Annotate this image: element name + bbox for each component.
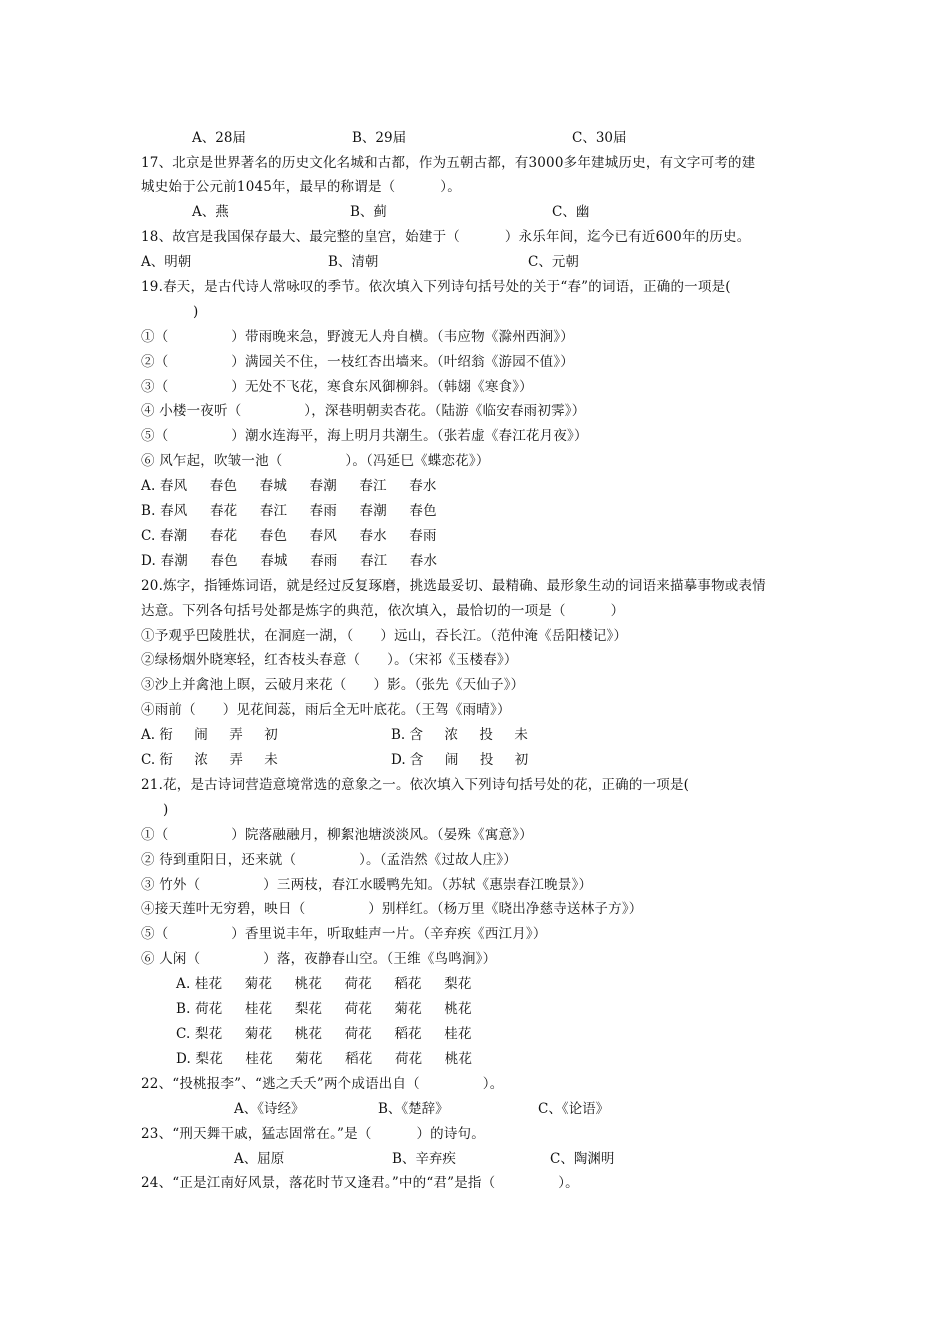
q20-sentence-2: ②绿杨烟外晓寒轻，红杏枝头春意（ ）。（宋祁《玉楼春》） (141, 652, 518, 668)
q19-verse-4: ④ 小楼一夜听（ ），深巷明朝卖杏花。（陆游《临安春雨初霁》） (141, 403, 586, 419)
q23-stem: 23、“刑天舞干戚，猛志固常在。”是（ ）的诗句。 (141, 1126, 485, 1142)
q21-verse-2: ② 待到重阳日，还来就（ ）。（孟浩然《过故人庄》） (141, 852, 517, 868)
q22-option-a: A、《诗经》 (234, 1101, 305, 1117)
q23-option-c: C、陶渊明 (550, 1151, 615, 1167)
q21-verse-1: ①（ ）院落融融月，柳絮池塘淡淡风。（晏殊《寓意》） (141, 827, 533, 843)
q18-option-b: B、清朝 (328, 254, 379, 270)
q18-option-a: A、明朝 (141, 254, 192, 270)
q19-option-c: C. 春潮 春花 春色 春风 春水 春雨 (141, 528, 437, 544)
q20-stem-line-1: 20.炼字，指锤炼词语，就是经过反复琢磨，挑选最妥切、最精确、最形象生动的词语来描摹事物或表情 (141, 578, 766, 594)
q19-option-a: A. 春风 春色 春城 春潮 春江 春水 (141, 478, 437, 494)
q22-option-b: B、《楚辞》 (378, 1101, 449, 1117)
q20-option-c: C. 衔 浓 弄 未 (141, 752, 278, 768)
q24-stem: 24、“正是江南好风景，落花时节又逢君。”中的“君”是指（ ）。 (141, 1175, 579, 1191)
q16-option-c: C、30届 (572, 130, 627, 146)
q19-option-b: B. 春风 春花 春江 春雨 春潮 春色 (141, 503, 437, 519)
q17-stem-line-1: 17、北京是世界著名的历史文化名城和古都，作为五朝古都，有3000多年建城历史，有文字可考的建 (141, 155, 756, 171)
q21-verse-5: ⑤（ ）香里说丰年，听取蛙声一片。（辛弃疾《西江月》） (141, 926, 547, 942)
q21-option-a: A. 桂花 菊花 桃花 荷花 稻花 梨花 (176, 976, 472, 992)
q19-verse-3: ③（ ）无处不飞花，寒食东风御柳斜。（韩翃《寒食》） (141, 379, 533, 395)
q17-option-b: B、蓟 (350, 204, 387, 220)
q22-stem: 22、“投桃报李”、“逃之夭夭”两个成语出自（ ）。 (141, 1076, 504, 1092)
q17-stem-line-2: 城史始于公元前1045年，最早的称谓是（ ）。 (141, 179, 461, 195)
q18-option-c: C、元朝 (528, 254, 579, 270)
q20-sentence-4: ④雨前（ ）见花间蕊，雨后全无叶底花。（王驾《雨晴》） (141, 702, 511, 718)
q23-option-b: B、辛弃疾 (392, 1151, 456, 1167)
q21-verse-3: ③ 竹外（ ）三两枝，春江水暖鸭先知。（苏轼《惠崇春江晚景》） (141, 877, 593, 893)
q19-stem-line-2: ) (193, 304, 199, 320)
q21-verse-4: ④接天莲叶无穷碧，映日（ ）别样红。（杨万里《晓出净慈寺送林子方》） (141, 901, 643, 917)
q21-option-d: D. 梨花 桂花 菊花 稻花 荷花 桃花 (176, 1051, 473, 1067)
q19-verse-5: ⑤（ ）潮水连海平，海上明月共潮生。（张若虚《春江花月夜》） (141, 428, 588, 444)
q21-verse-6: ⑥ 人闲（ ）落，夜静春山空。（王维《鸟鸣涧》） (141, 951, 497, 967)
q20-sentence-1: ①予观乎巴陵胜状，在洞庭一湖，（ ）远山，吞长江。（范仲淹《岳阳楼记》） (141, 628, 628, 644)
q21-option-b: B. 荷花 桂花 梨花 荷花 菊花 桃花 (176, 1001, 472, 1017)
q19-option-d: D. 春潮 春色 春城 春雨 春江 春水 (141, 553, 438, 569)
q20-stem-line-2: 达意。下列各句括号处都是炼字的典范，依次填入，最恰切的一项是（ ） (141, 603, 625, 619)
q16-option-a: A、28届 (192, 130, 246, 146)
q21-option-c: C. 梨花 菊花 桃花 荷花 稻花 桂花 (176, 1026, 472, 1042)
q19-verse-2: ②（ ）满园关不住，一枝红杏出墙来。（叶绍翁《游园不值》） (141, 354, 574, 370)
q20-option-d: D. 含 闹 投 初 (391, 752, 529, 768)
q22-option-c: C、《论语》 (538, 1101, 610, 1117)
q23-option-a: A、屈原 (234, 1151, 285, 1167)
q21-stem-line-2: ) (163, 802, 169, 818)
q16-option-b: B、29届 (352, 130, 407, 146)
q20-option-a: A. 衔 闹 弄 初 (141, 727, 278, 743)
q18-stem: 18、故宫是我国保存最大、最完整的皇宫，始建于（ ）永乐年间，迄今已有近600年的历史。 (141, 229, 751, 245)
q20-option-b: B. 含 浓 投 未 (391, 727, 528, 743)
q21-stem-line-1: 21.花，是古诗词营造意境常选的意象之一。依次填入下列诗句括号处的花，正确的一项是( (141, 777, 690, 793)
q17-option-c: C、幽 (552, 204, 590, 220)
q20-sentence-3: ③沙上并禽池上暝，云破月来花（ ）影。（张先《天仙子》） (141, 677, 525, 693)
q19-verse-6: ⑥ 风乍起，吹皱一池（ ）。（冯延巳《蝶恋花》） (141, 453, 490, 469)
q19-stem-line-1: 19.春天，是古代诗人常咏叹的季节。依次填入下列诗句括号处的关于“春”的词语，正确的一项是( (141, 279, 731, 295)
q17-option-a: A、燕 (192, 204, 229, 220)
q19-verse-1: ①（ ）带雨晚来急，野渡无人舟自横。（韦应物《滁州西涧》） (141, 329, 574, 345)
